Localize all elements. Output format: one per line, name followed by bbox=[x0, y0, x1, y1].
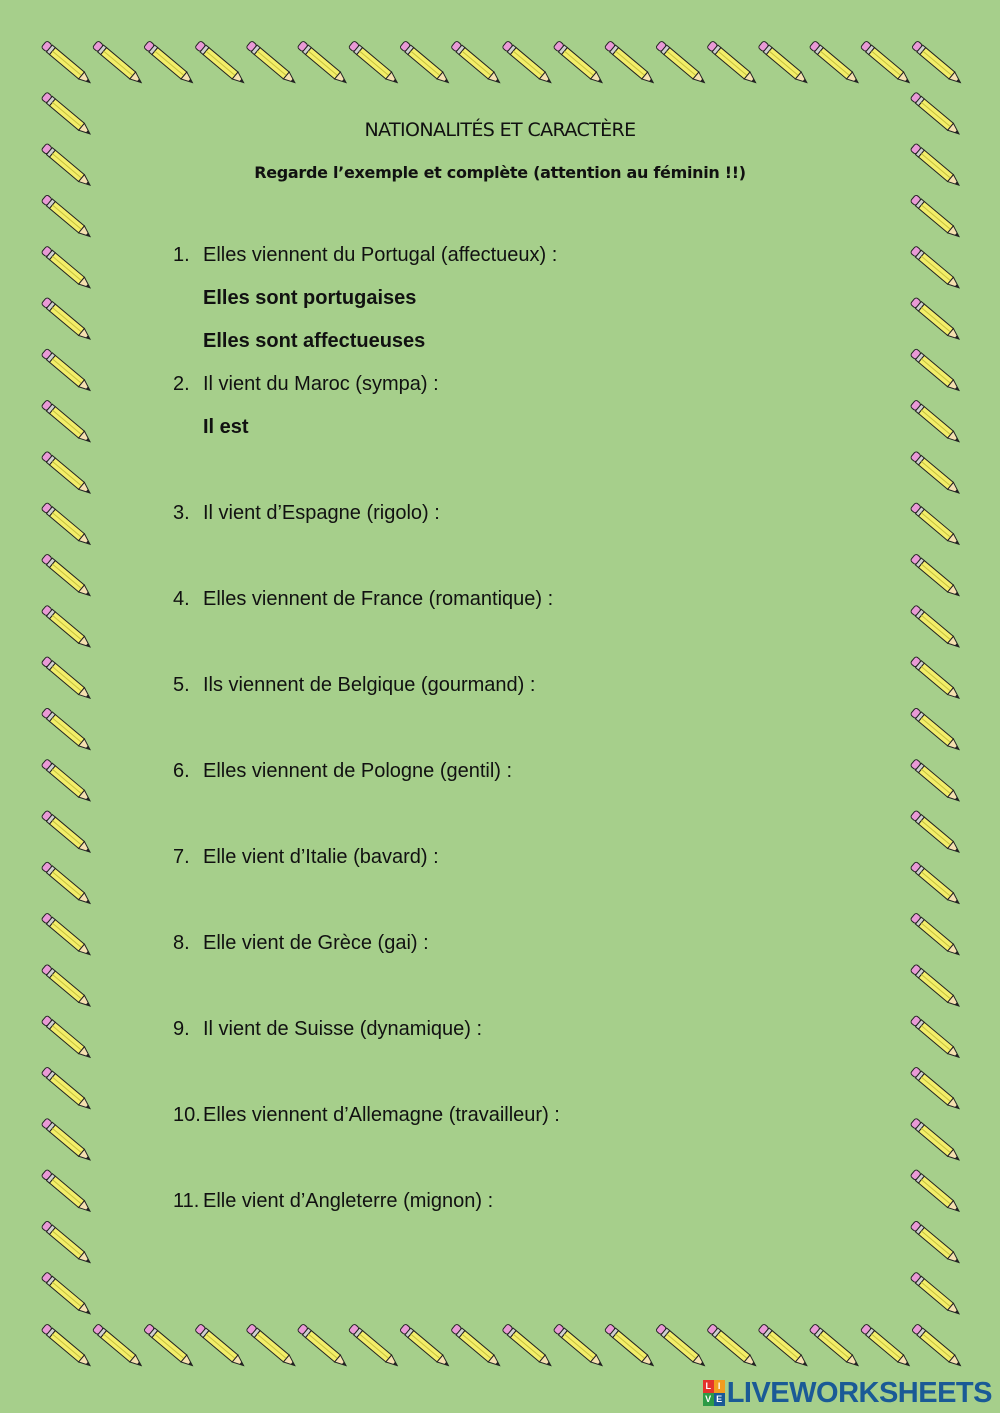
pencil-icon bbox=[910, 1220, 963, 1266]
pencil-icon bbox=[41, 1015, 94, 1061]
pencil-icon bbox=[144, 41, 197, 87]
pencil-icon bbox=[41, 297, 94, 343]
exercise-item bbox=[173, 373, 439, 396]
pencil-icon bbox=[297, 41, 350, 87]
pencil-icon bbox=[41, 41, 94, 87]
pencil-icon bbox=[41, 554, 94, 600]
logo-letter: V bbox=[703, 1393, 714, 1406]
exercise-item bbox=[173, 244, 557, 267]
worksheet-instruction: Regarde l’exemple et complète (attention au féminin !!) bbox=[254, 163, 746, 182]
pencil-icon bbox=[860, 41, 913, 87]
exercise-item bbox=[173, 1190, 493, 1213]
pencil-icon bbox=[41, 502, 94, 548]
pencil-icon bbox=[41, 1324, 94, 1370]
pencil-icon bbox=[92, 41, 145, 87]
pencil-icon bbox=[502, 41, 555, 87]
pencil-icon bbox=[297, 1324, 350, 1370]
pencil-icon bbox=[910, 810, 963, 856]
pencil-icon bbox=[400, 41, 453, 87]
pencil-icon bbox=[41, 759, 94, 805]
pencil-icon bbox=[707, 41, 760, 87]
item-number: 9. bbox=[173, 1018, 190, 1040]
logo-letter: E bbox=[714, 1393, 725, 1406]
pencil-icon bbox=[41, 1272, 94, 1318]
item-number: 8. bbox=[173, 932, 190, 954]
logo-letter: I bbox=[714, 1380, 725, 1393]
pencil-icon bbox=[656, 1324, 709, 1370]
pencil-icon bbox=[910, 451, 963, 497]
item-number: 10. bbox=[173, 1104, 201, 1126]
pencil-icon bbox=[910, 348, 963, 394]
pencil-icon bbox=[41, 1169, 94, 1215]
pencil-icon bbox=[910, 913, 963, 959]
item-number: 7. bbox=[173, 846, 190, 868]
item-prompt: Elles viennent d’Allemagne (travailleur) : bbox=[203, 1104, 560, 1126]
item-number: 6. bbox=[173, 760, 190, 782]
pencil-icon bbox=[910, 194, 963, 240]
pencil-icon bbox=[656, 41, 709, 87]
exercise-item bbox=[173, 502, 440, 525]
pencil-icon bbox=[910, 1015, 963, 1061]
pencil-icon bbox=[41, 1220, 94, 1266]
pencil-icon bbox=[912, 41, 965, 87]
pencil-icon bbox=[809, 41, 862, 87]
pencil-icon bbox=[910, 1169, 963, 1215]
item-number: 1. bbox=[173, 244, 190, 266]
pencil-icon bbox=[910, 861, 963, 907]
exercise-item bbox=[173, 932, 429, 955]
exercise-item bbox=[173, 588, 553, 611]
pencil-icon bbox=[348, 1324, 401, 1370]
pencil-icon bbox=[910, 400, 963, 446]
pencil-icon bbox=[910, 1067, 963, 1113]
item-prompt: Elles viennent de Pologne (gentil) : bbox=[203, 760, 513, 782]
pencil-icon bbox=[912, 1324, 965, 1370]
pencil-icon bbox=[41, 964, 94, 1010]
pencil-icon bbox=[41, 861, 94, 907]
item-number: 4. bbox=[173, 588, 190, 610]
pencil-icon bbox=[860, 1324, 913, 1370]
item-prompt: Elle vient de Grèce (gai) : bbox=[203, 932, 429, 954]
pencil-icon bbox=[910, 707, 963, 753]
pencil-icon bbox=[41, 1067, 94, 1113]
example-answer: Elles sont affectueuses bbox=[203, 330, 426, 352]
pencil-icon bbox=[41, 400, 94, 446]
pencil-icon bbox=[707, 1324, 760, 1370]
exercise-item bbox=[173, 1018, 482, 1041]
pencil-icon bbox=[553, 1324, 606, 1370]
item-number: 2. bbox=[173, 373, 190, 395]
pencil-icon bbox=[553, 41, 606, 87]
item-number: 5. bbox=[173, 674, 190, 696]
pencil-icon bbox=[400, 1324, 453, 1370]
pencil-icon bbox=[195, 41, 248, 87]
pencil-icon bbox=[910, 964, 963, 1010]
pencil-icon bbox=[41, 605, 94, 651]
pencil-icon bbox=[604, 1324, 657, 1370]
pencil-icon bbox=[144, 1324, 197, 1370]
pencil-icon bbox=[41, 810, 94, 856]
pencil-icon bbox=[910, 502, 963, 548]
liveworksheets-logo bbox=[703, 1377, 992, 1409]
item-number: 3. bbox=[173, 502, 190, 524]
live-icon bbox=[703, 1380, 725, 1406]
exercise-item bbox=[173, 760, 512, 783]
worksheet-title: NATIONALITÉS ET CARACTÈRE bbox=[364, 119, 636, 141]
pencil-icon bbox=[758, 41, 811, 87]
pencil-icon bbox=[809, 1324, 862, 1370]
pencil-icon bbox=[41, 451, 94, 497]
item-prompt: Ils viennent de Belgique (gourmand) : bbox=[203, 674, 536, 696]
pencil-icon bbox=[910, 1118, 963, 1164]
logo-text: LIVEWORKSHEETS bbox=[726, 1376, 992, 1409]
pencil-icon bbox=[758, 1324, 811, 1370]
pencil-icon bbox=[41, 348, 94, 394]
exercise-item bbox=[173, 1104, 560, 1127]
item-prompt: Il vient d’Espagne (rigolo) : bbox=[203, 502, 440, 524]
pencil-icon bbox=[910, 759, 963, 805]
pencil-icon bbox=[348, 41, 401, 87]
pencil-icon bbox=[41, 246, 94, 292]
pencil-icon bbox=[910, 297, 963, 343]
pencil-icon bbox=[41, 1118, 94, 1164]
pencil-icon bbox=[604, 41, 657, 87]
exercise-item bbox=[173, 846, 439, 869]
pencil-icon bbox=[502, 1324, 555, 1370]
pencil-icon bbox=[910, 246, 963, 292]
logo-letter: L bbox=[703, 1380, 714, 1393]
pencil-icon bbox=[910, 1272, 963, 1318]
item-prompt: Il vient du Maroc (sympa) : bbox=[203, 373, 439, 395]
pencil-icon bbox=[41, 656, 94, 702]
item-prompt: Elles viennent du Portugal (affectueux) : bbox=[203, 244, 558, 266]
pencil-icon bbox=[41, 194, 94, 240]
item-prompt: Elle vient d’Italie (bavard) : bbox=[203, 846, 439, 868]
pencil-icon bbox=[41, 707, 94, 753]
pencil-icon bbox=[910, 554, 963, 600]
pencil-icon bbox=[195, 1324, 248, 1370]
item-prompt: Il vient de Suisse (dynamique) : bbox=[203, 1018, 483, 1040]
example-answer: Il est bbox=[203, 416, 249, 438]
pencil-icon bbox=[910, 656, 963, 702]
pencil-icon bbox=[246, 1324, 299, 1370]
exercise-item bbox=[173, 674, 535, 697]
item-prompt: Elles viennent de France (romantique) : bbox=[203, 588, 554, 610]
pencil-icon bbox=[92, 1324, 145, 1370]
pencil-icon bbox=[451, 41, 504, 87]
pencil-icon bbox=[41, 913, 94, 959]
pencil-icon bbox=[910, 605, 963, 651]
pencil-icon bbox=[246, 41, 299, 87]
example-answer: Elles sont portugaises bbox=[203, 287, 417, 309]
item-number: 11. bbox=[173, 1190, 200, 1212]
item-prompt: Elle vient d’Angleterre (mignon) : bbox=[203, 1190, 494, 1212]
pencil-icon bbox=[451, 1324, 504, 1370]
